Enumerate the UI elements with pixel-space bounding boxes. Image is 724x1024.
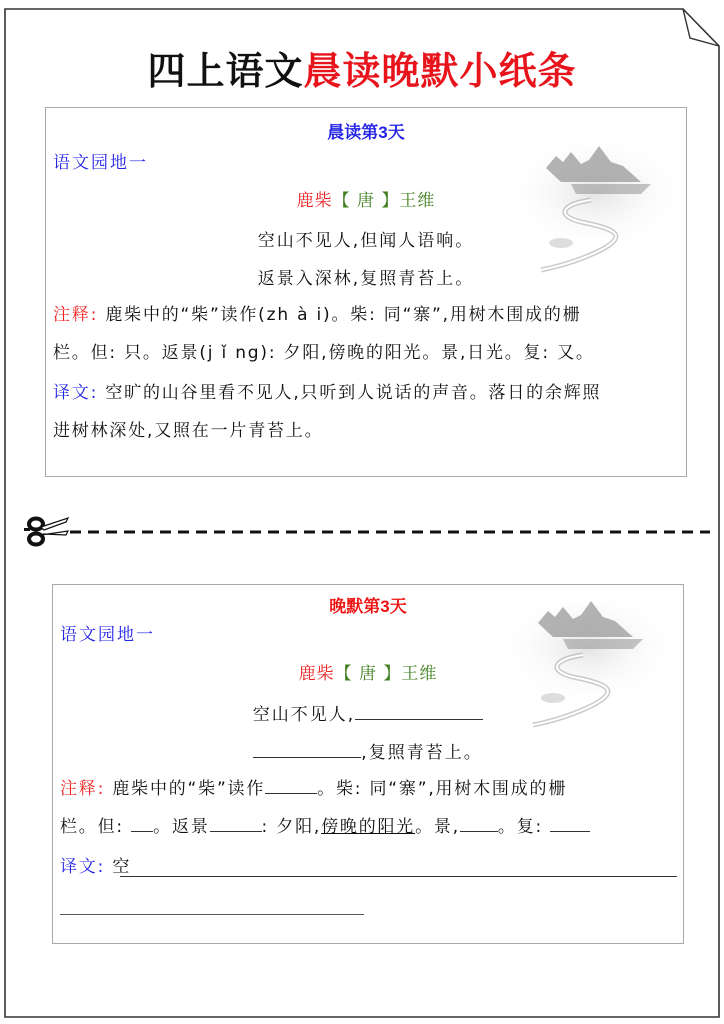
notes-text: : 夕阳,	[261, 817, 322, 837]
translation-start: 空	[105, 857, 132, 877]
evening-unit-label: 语文园地一	[60, 625, 155, 645]
evening-dictation-card	[52, 584, 684, 944]
notes-text-2: 栏。但: 只。返景(j ǐ ng): 夕阳,傍晚的阳光。景,日光。复: 又。	[53, 343, 595, 363]
blank-translation-2[interactable]	[60, 914, 364, 915]
poem-name: 鹿柴	[296, 191, 333, 211]
blank-jing[interactable]	[460, 815, 498, 832]
morning-poem-line-1: 空山不见人,但闻人语响。	[257, 231, 475, 251]
morning-unit-label: 语文园地一	[53, 153, 148, 173]
notes-text: 栏。但:	[60, 817, 132, 837]
morning-heading: 晨读第3天	[327, 123, 405, 142]
blank-pinyin-jing[interactable]	[210, 815, 262, 832]
evening-translation	[60, 848, 677, 924]
line-2-suffix: ,复照青苔上。	[361, 743, 483, 763]
translation-label: 译文:	[53, 383, 99, 403]
notes-text: 。复:	[497, 817, 551, 837]
notes-label: 注释:	[60, 779, 106, 799]
evening-poem-line-2	[53, 738, 683, 763]
morning-translation	[53, 374, 680, 450]
evening-notes	[60, 770, 677, 846]
notes-text-1: 鹿柴中的“柴”读作(zh à i)。柴: 同“寨”,用树木围成的栅	[98, 305, 582, 325]
blank-fu[interactable]	[550, 815, 590, 832]
translation-label: 译文:	[60, 857, 106, 877]
poem-dynasty: 【 唐 】	[332, 191, 400, 211]
title-highlight: 晨读晚默小纸条	[303, 48, 577, 93]
blank-dan[interactable]	[131, 815, 153, 832]
poem-author: 王维	[399, 191, 436, 211]
blank-translation-1[interactable]	[120, 876, 677, 877]
page-title	[0, 40, 724, 95]
evening-poem-title	[53, 659, 683, 684]
blank-pinyin-chai[interactable]	[265, 777, 317, 794]
line-1-prefix: 空山不见人,	[252, 705, 356, 725]
poem-name: 鹿柴	[298, 664, 335, 684]
morning-reading-card	[45, 107, 687, 477]
morning-poem-title	[46, 186, 686, 211]
evening-heading: 晚默第3天	[329, 597, 407, 616]
notes-text: 鹿柴中的“柴”读作	[105, 779, 266, 799]
poem-author: 王维	[401, 664, 438, 684]
morning-poem-line-2: 返景入深林,复照青苔上。	[257, 269, 475, 289]
cut-dashed-line	[10, 527, 710, 537]
notes-underlined-text: 傍晚的阳光	[321, 817, 416, 837]
morning-notes	[53, 296, 680, 372]
notes-text: 。景,	[415, 817, 460, 837]
evening-poem-line-1	[53, 700, 683, 725]
notes-text: 。柴: 同“寨”,用树木围成的栅	[317, 779, 568, 799]
blank-line-2[interactable]	[253, 741, 361, 758]
poem-dynasty: 【 唐 】	[334, 664, 402, 684]
translation-text-1: 空旷的山谷里看不见人,只听到人说话的声音。落日的余辉照	[98, 383, 602, 403]
blank-line-1[interactable]	[355, 703, 483, 720]
notes-label: 注释:	[53, 305, 99, 325]
translation-text-2: 进树林深处,又照在一片青苔上。	[53, 421, 324, 441]
title-prefix: 四上语文	[147, 48, 304, 93]
notes-text: 。返景	[153, 817, 210, 837]
